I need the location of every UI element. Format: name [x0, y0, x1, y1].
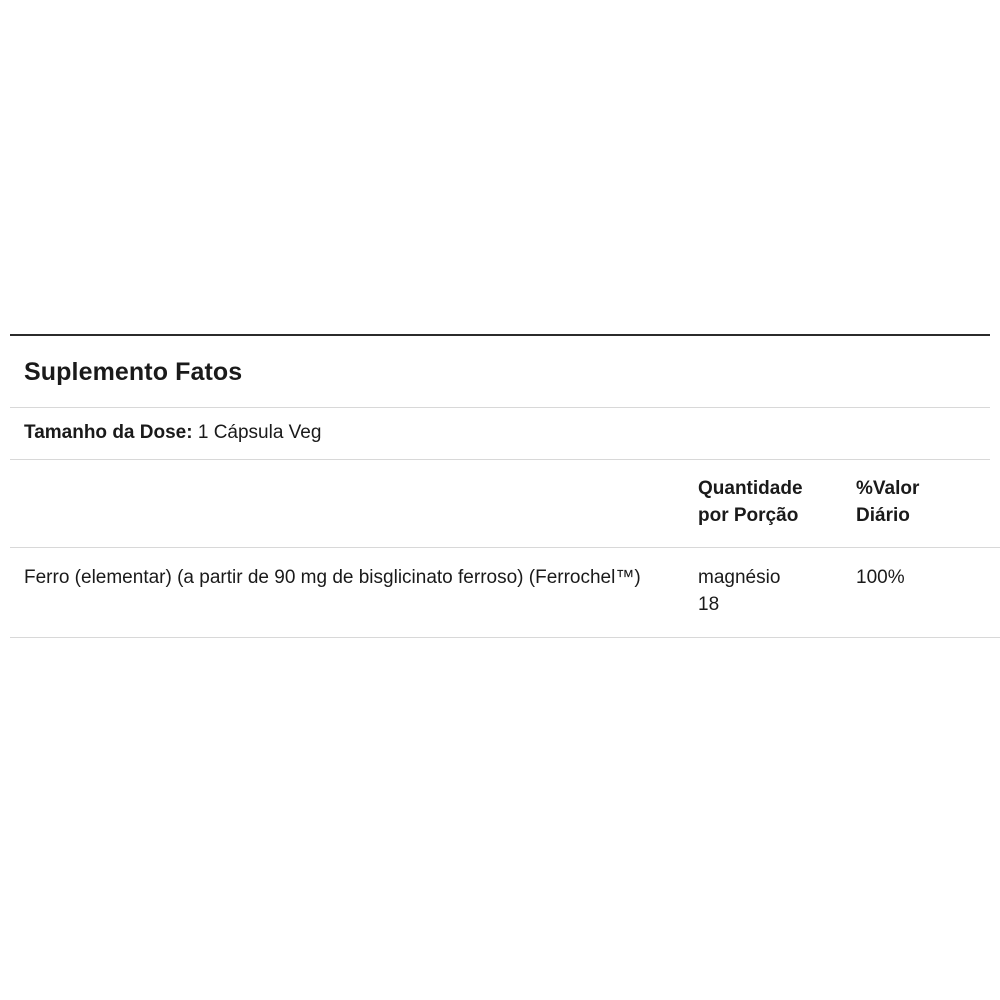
- serving-size-value: 1 Cápsula Veg: [197, 422, 322, 443]
- header-dv-line1: %Valor: [856, 478, 920, 499]
- nutrient-daily-value: 100%: [856, 566, 905, 588]
- header-nutrient: [10, 460, 698, 547]
- serving-size-label: Tamanho da Dose:: [24, 422, 193, 443]
- header-daily-value: [856, 460, 1000, 547]
- table-row: [10, 548, 1000, 637]
- nutrition-table: [10, 460, 1000, 638]
- header-amount-line2: por Porção: [698, 504, 799, 526]
- panel-bottom-rule: [10, 637, 1000, 638]
- header-dv-line2: Diário: [856, 504, 910, 526]
- nutrient-amount: [698, 548, 856, 637]
- serving-size-line: [10, 408, 990, 459]
- supplement-facts-panel: [10, 334, 990, 638]
- panel-title: Suplemento Fatos: [24, 358, 243, 386]
- nutrient-name: Ferro (elementar) (a partir de 90 mg de bisglicinato ferroso) (Ferrochel™): [24, 566, 641, 588]
- nutrient-amount-line2: 18: [698, 594, 720, 616]
- header-amount-per-serving: [698, 460, 856, 547]
- table-header-row: [10, 460, 1000, 547]
- nutrient-amount-line1: magnésio: [698, 566, 781, 588]
- bottom-divider-row: [10, 637, 1000, 638]
- header-amount-line1: Quantidade: [698, 478, 803, 499]
